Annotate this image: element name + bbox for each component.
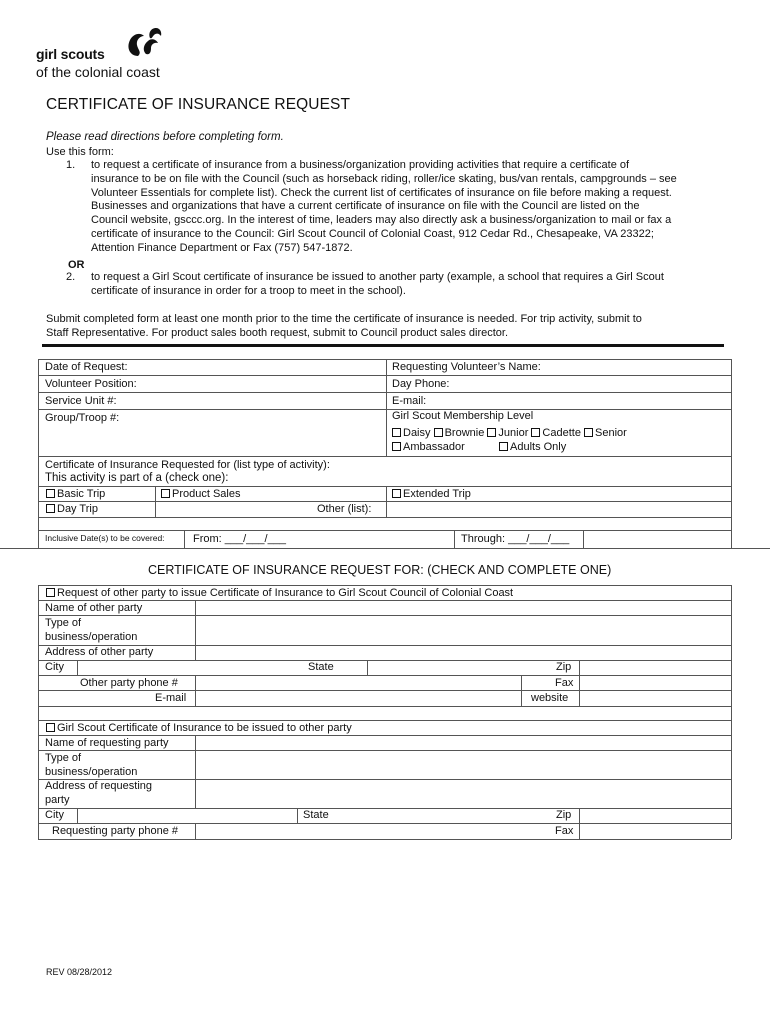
requesting-party-fax-label: Fax <box>555 825 574 837</box>
levels-row-2 <box>392 441 465 453</box>
row-divider <box>38 706 731 707</box>
submit-line: Staff Representative. For product sales booth request, submit to Council product sales director. <box>46 327 509 339</box>
other-party-address-label: Address of other party <box>45 646 154 658</box>
junior-checkbox[interactable] <box>487 428 496 437</box>
membership-level-label: Girl Scout Membership Level <box>392 410 534 422</box>
row-divider <box>38 600 731 601</box>
row-divider <box>38 375 731 376</box>
other-party-website-label: website <box>531 692 569 704</box>
senior-checkbox[interactable] <box>584 428 593 437</box>
section2-title: CERTIFICATE OF INSURANCE REQUEST FOR: (CHECK AND COMPLETE ONE) <box>148 563 612 577</box>
other-party-email-label: E-mail <box>155 692 187 704</box>
column-divider <box>155 486 156 517</box>
item1-line: to request a certificate of insurance from a business/organization providing activities that require a certificate of <box>91 159 630 171</box>
row-divider <box>38 615 731 616</box>
row-divider <box>38 409 731 410</box>
brownie-label: Brownie <box>444 427 485 439</box>
other-party-city-label: City <box>45 661 64 673</box>
senior-label: Senior <box>595 427 627 439</box>
cadette-label: Cadette <box>542 427 581 439</box>
activity-part-of-label: This activity is part of a (check one): <box>45 472 229 484</box>
adults-only-label: Adults Only <box>510 441 567 453</box>
other-party-checkbox[interactable] <box>46 588 55 597</box>
inclusive-dates-label: Inclusive Date(s) to be covered: <box>45 533 165 543</box>
row-divider <box>38 690 731 691</box>
product-sales-checkbox[interactable] <box>161 489 170 498</box>
requesting-party-type-label-2: business/operation <box>45 766 138 778</box>
column-divider <box>579 660 580 706</box>
item2-text <box>91 271 664 299</box>
column-divider <box>297 808 298 823</box>
product-sales-label: Product Sales <box>172 488 241 500</box>
table-border <box>38 720 39 839</box>
revision-date: REV 08/28/2012 <box>46 967 113 977</box>
column-divider <box>195 600 196 660</box>
item1-line: Businesses and organizations that have a current certificate of insurance on file with the Council are listed on the <box>91 200 640 213</box>
row-divider <box>38 660 731 661</box>
table-border <box>38 839 731 840</box>
through-date-field[interactable]: Through: ___/___/___ <box>461 533 570 545</box>
extended-trip-checkbox[interactable] <box>392 489 401 498</box>
trefoil-profiles-icon <box>116 26 164 60</box>
column-divider <box>195 735 196 808</box>
day-trip-checkbox[interactable] <box>46 504 55 513</box>
column-divider <box>367 660 368 675</box>
column-divider <box>583 530 584 548</box>
item1-line: Attention Finance Department or Fax (757) 547-1872. <box>91 241 353 254</box>
row-divider <box>38 530 731 531</box>
girl-scout-certificate-option[interactable] <box>46 722 352 734</box>
requesting-party-state-label: State <box>303 809 329 821</box>
other-party-check-label: Request of other party to issue Certificate of Insurance to Girl Scout Council of Colonial Coast <box>57 587 514 599</box>
cadette-checkbox[interactable] <box>531 428 540 437</box>
basic-trip-option[interactable] <box>46 488 105 500</box>
daisy-label: Daisy <box>403 427 431 439</box>
column-divider <box>195 823 196 839</box>
item1-text <box>91 159 677 256</box>
junior-label: Junior <box>498 427 529 439</box>
table-border <box>38 585 731 586</box>
levels-row-1 <box>392 427 627 439</box>
logo-text-line1: girl scouts <box>36 46 105 62</box>
requesting-party-address-label-1: Address of requesting <box>45 780 153 792</box>
column-divider <box>521 675 522 706</box>
table-border <box>731 359 732 548</box>
row-divider <box>38 486 731 487</box>
other-list-label: Other (list): <box>317 503 372 515</box>
date-of-request-label: Date of Request: <box>45 361 128 373</box>
extended-trip-label: Extended Trip <box>403 488 471 500</box>
row-divider <box>38 517 731 518</box>
requesting-party-address-label-2: party <box>45 794 70 806</box>
page-title: CERTIFICATE OF INSURANCE REQUEST <box>46 96 351 113</box>
from-date-field[interactable]: From: ___/___/___ <box>193 533 286 545</box>
other-party-fax-label: Fax <box>555 677 574 689</box>
day-trip-option[interactable] <box>46 503 98 515</box>
row-divider <box>38 675 731 676</box>
ambassador-checkbox[interactable] <box>392 442 401 451</box>
row-divider <box>38 735 731 736</box>
other-party-zip-label: Zip <box>556 661 572 673</box>
table-border <box>38 359 39 548</box>
directions-note: Please read directions before completing form. <box>46 131 284 143</box>
table-border <box>731 585 732 720</box>
table-border <box>38 359 731 360</box>
certificate-requested-label: Certificate of Insurance Requested for (list type of activity): <box>45 459 330 471</box>
requesting-party-type-label-1: Type of <box>45 752 82 764</box>
row-divider <box>38 720 731 721</box>
section-divider <box>42 344 724 347</box>
use-this-form-label: Use this form: <box>46 146 114 158</box>
girl-scout-certificate-checkbox[interactable] <box>46 723 55 732</box>
ambassador-label: Ambassador <box>403 441 465 453</box>
submit-instructions <box>46 312 642 340</box>
column-divider <box>184 530 185 548</box>
table-border-bottom <box>0 548 770 549</box>
basic-trip-label: Basic Trip <box>57 488 106 500</box>
other-party-phone-label: Other party phone # <box>80 677 178 689</box>
item1-line: insurance to be on file with the Council (such as horseback riding, roller/ice skating, bus/van rentals, campgrounds – see <box>91 172 677 185</box>
column-divider <box>77 660 78 675</box>
requesting-party-phone-label: Requesting party phone # <box>52 825 178 837</box>
email-label: E-mail: <box>392 395 427 407</box>
item1-number: 1. <box>66 159 76 171</box>
group-troop-label: Group/Troop #: <box>45 412 120 424</box>
row-divider <box>38 808 731 809</box>
adults-only-checkbox[interactable] <box>499 442 508 451</box>
other-party-type-label-1: Type of <box>45 617 82 629</box>
volunteer-position-label: Volunteer Position: <box>45 378 137 390</box>
row-divider <box>38 750 731 751</box>
row-divider <box>38 823 731 824</box>
basic-trip-checkbox[interactable] <box>46 489 55 498</box>
product-sales-option[interactable] <box>161 488 240 500</box>
day-phone-label: Day Phone: <box>392 378 450 390</box>
column-divider <box>195 675 196 706</box>
column-divider <box>386 359 387 456</box>
brownie-checkbox[interactable] <box>434 428 443 437</box>
requesting-party-name-label: Name of requesting party <box>45 737 169 749</box>
submit-line: Submit completed form at least one month prior to the time the certificate of insurance is needed. For trip activity, submit to <box>46 313 642 325</box>
service-unit-label: Service Unit #: <box>45 395 117 407</box>
table-border <box>38 585 39 720</box>
item1-line: certificate of insurance to the Council: Girl Scout Council of Colonial Coast, 912 Cedar Rd., Chesapeake, VA 23322; <box>91 227 654 240</box>
item1-line: Council website, gsccc.org. In the interest of time, leaders may also directly ask a business/organization to mail or fax a <box>91 214 672 227</box>
column-divider <box>386 486 387 517</box>
daisy-checkbox[interactable] <box>392 428 401 437</box>
item2-number: 2. <box>66 271 76 283</box>
day-trip-label: Day Trip <box>57 503 98 515</box>
item1-line: Volunteer Essentials for complete list). Check the current list of certificates of insurance on file before making a request. <box>91 186 672 199</box>
other-party-name-label: Name of other party <box>45 602 143 614</box>
other-party-option[interactable] <box>46 587 513 599</box>
other-party-type-label-2: business/operation <box>45 631 138 643</box>
other-party-state-label: State <box>308 661 334 673</box>
row-divider <box>38 392 731 393</box>
table-border <box>731 720 732 839</box>
requesting-party-zip-label: Zip <box>556 809 572 821</box>
levels-row-2b <box>499 441 566 453</box>
column-divider <box>77 808 78 823</box>
column-divider <box>454 530 455 548</box>
requesting-party-city-label: City <box>45 809 64 821</box>
extended-trip-option[interactable] <box>392 488 471 500</box>
logo-text-line2: of the colonial coast <box>36 64 160 80</box>
girl-scouts-logo <box>36 26 196 86</box>
item2-line: certificate of insurance in order for a troop to meet in the school). <box>91 284 406 297</box>
girl-scout-certificate-label: Girl Scout Certificate of Insurance to be issued to other party <box>57 722 352 734</box>
item2-line: to request a Girl Scout certificate of insurance be issued to another party (example, a school that requires a Girl Scout <box>91 271 664 283</box>
column-divider <box>579 808 580 839</box>
row-divider <box>38 456 731 457</box>
requesting-volunteer-label: Requesting Volunteer’s Name: <box>392 361 541 373</box>
row-divider <box>38 501 731 502</box>
or-label: OR <box>68 259 85 271</box>
